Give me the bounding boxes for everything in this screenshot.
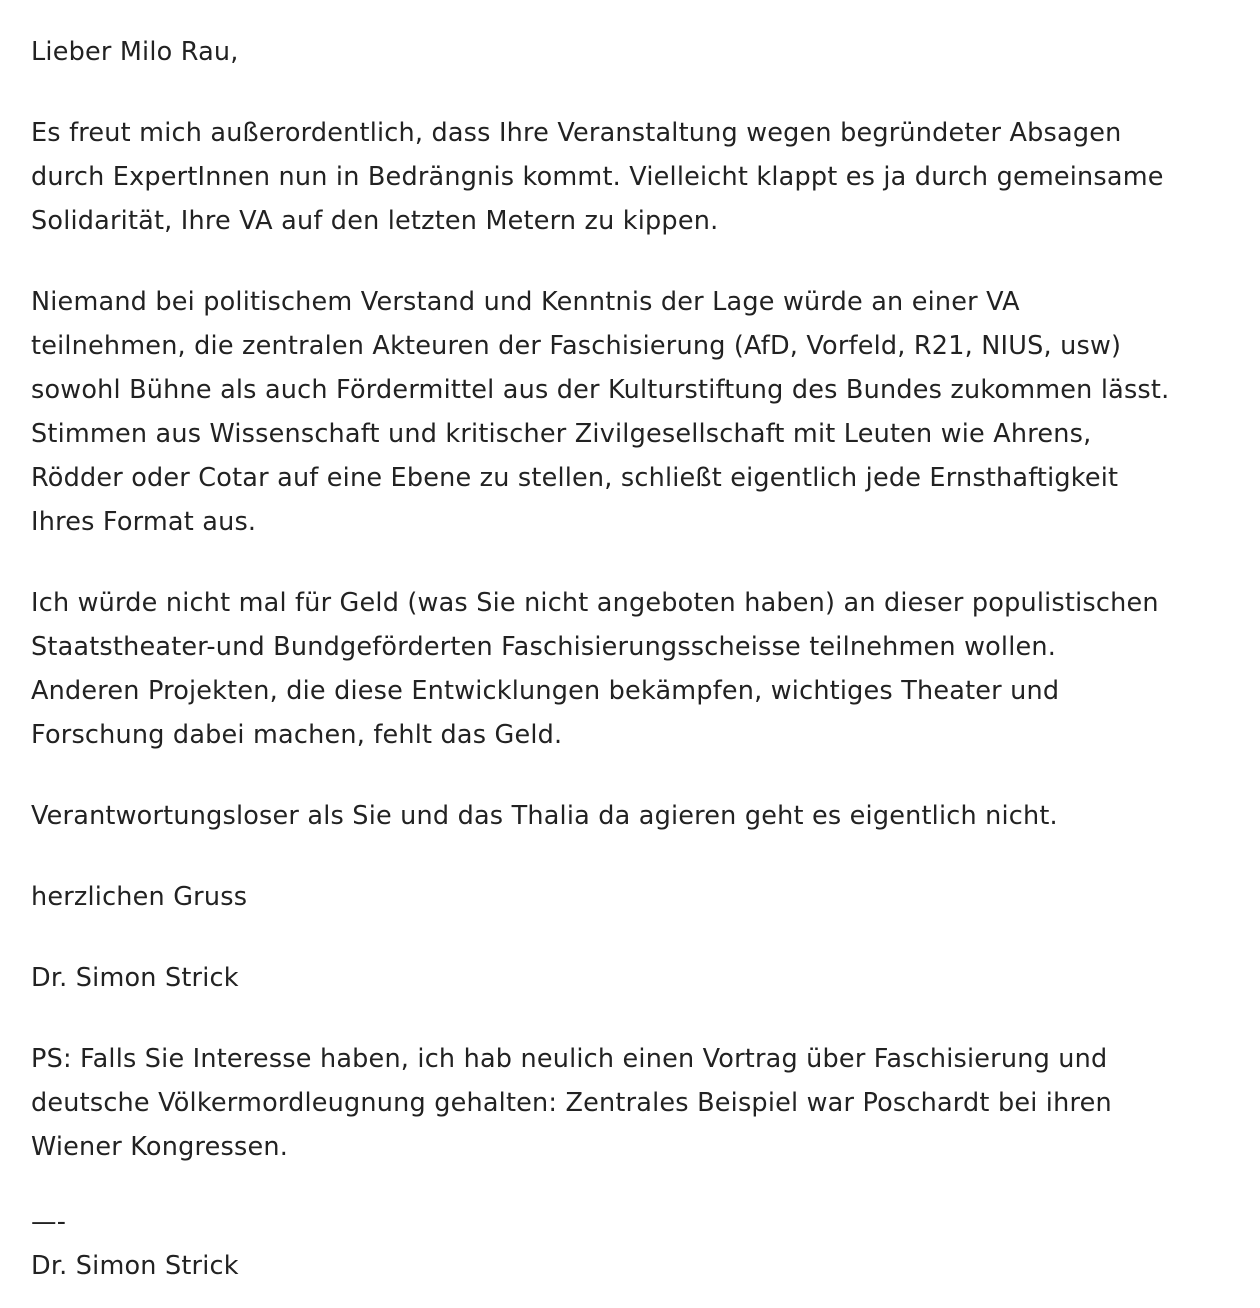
- paragraph-line: Rödder oder Cotar auf eine Ebene zu stellen, schließt eigentlich jede Ernsthaftigkeit: [31, 463, 1119, 493]
- signature: [31, 956, 1246, 1000]
- paragraph-2: [31, 280, 1246, 544]
- paragraph-line: Solidarität, Ihre VA auf den letzten Metern zu kippen.: [31, 206, 719, 236]
- paragraph-1: [31, 111, 1246, 243]
- signature-block-name: Dr. Simon Strick: [31, 1251, 239, 1281]
- greeting: [31, 30, 1246, 74]
- signature-separator-line: —-: [31, 1207, 67, 1237]
- greeting-line: Lieber Milo Rau,: [31, 37, 239, 67]
- signature-block: [31, 1244, 1246, 1288]
- postscript-line: PS: Falls Sie Interesse haben, ich hab neulich einen Vortrag über Faschisierung und: [31, 1044, 1108, 1074]
- postscript: [31, 1037, 1246, 1169]
- paragraph-line: Es freut mich außerordentlich, dass Ihre Veranstaltung wegen begründeter Absagen: [31, 118, 1122, 148]
- paragraph-line: Niemand bei politischem Verstand und Kenntnis der Lage würde an einer VA: [31, 287, 1020, 317]
- paragraph-line: Ich würde nicht mal für Geld (was Sie nicht angeboten haben) an dieser populistischen: [31, 588, 1159, 618]
- paragraph-line: Staatstheater-und Bundgeförderten Faschisierungsscheisse teilnehmen wollen.: [31, 632, 1057, 662]
- paragraph-line: Verantwortungsloser als Sie und das Thalia da agieren geht es eigentlich nicht.: [31, 801, 1058, 831]
- paragraph-4: [31, 794, 1246, 838]
- paragraph-line: Ihres Format aus.: [31, 507, 257, 537]
- email-body: [31, 30, 1246, 1288]
- closing: [31, 875, 1246, 919]
- paragraph-line: sowohl Bühne als auch Fördermittel aus der Kulturstiftung des Bundes zukommen lässt.: [31, 375, 1170, 405]
- closing-line: herzlichen Gruss: [31, 882, 248, 912]
- signature-separator: [31, 1200, 1246, 1244]
- postscript-line: deutsche Völkermordleugnung gehalten: Zentrales Beispiel war Poschardt bei ihren: [31, 1088, 1112, 1118]
- paragraph-line: Forschung dabei machen, fehlt das Geld.: [31, 720, 563, 750]
- paragraph-line: Stimmen aus Wissenschaft und kritischer Zivilgesellschaft mit Leuten wie Ahrens,: [31, 419, 1092, 449]
- paragraph-3: [31, 581, 1246, 757]
- signature-line: Dr. Simon Strick: [31, 963, 239, 993]
- postscript-line: Wiener Kongressen.: [31, 1132, 289, 1162]
- paragraph-line: Anderen Projekten, die diese Entwicklungen bekämpfen, wichtiges Theater und: [31, 676, 1060, 706]
- paragraph-line: teilnehmen, die zentralen Akteuren der Faschisierung (AfD, Vorfeld, R21, NIUS, usw): [31, 331, 1122, 361]
- paragraph-line: durch ExpertInnen nun in Bedrängnis kommt. Vielleicht klappt es ja durch gemeinsame: [31, 162, 1164, 192]
